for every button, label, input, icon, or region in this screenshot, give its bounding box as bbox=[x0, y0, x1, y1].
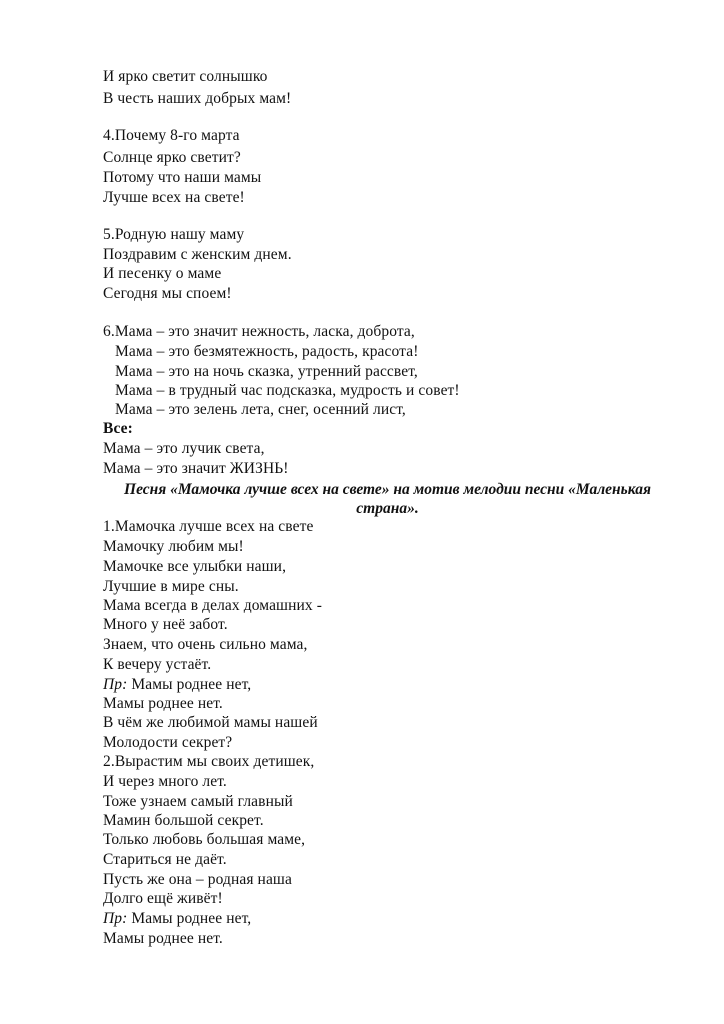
song-title: Песня «Мамочка лучше всех на свете» на мотив мелодии песни «Маленькая bbox=[124, 481, 651, 498]
all-line: Мама – это лучик света, bbox=[103, 440, 265, 457]
verse4-first-line: 4.Почему 8-го марта bbox=[103, 127, 240, 144]
song-verse1-line: Много у неё забот. bbox=[103, 616, 228, 633]
song-verse1-line: Мамочку любим мы! bbox=[103, 538, 244, 555]
chorus-label: Пр: bbox=[103, 910, 128, 927]
verse-number: 5. bbox=[103, 226, 115, 243]
song-verse1-line: Лучшие в мире сны. bbox=[103, 578, 239, 595]
verse3-line: И ярко светит солнышко bbox=[103, 68, 268, 85]
song-verse2-line: Стариться не даёт. bbox=[103, 851, 227, 868]
song-verse2-line: Только любовь большая маме, bbox=[103, 831, 306, 848]
song-verse1-line: Знаем, что очень сильно мама, bbox=[103, 636, 308, 653]
song-verse1-line: 1.Мамочка лучше всех на свете bbox=[103, 518, 314, 535]
verse-number: 4. bbox=[103, 127, 115, 144]
verse5-line: И песенку о маме bbox=[103, 265, 222, 282]
song-verse1-line: Мамочке все улыбки наши, bbox=[103, 558, 287, 575]
chorus2-line: Мамы роднее нет. bbox=[103, 930, 223, 947]
chorus1-first-line: Пр: Мамы роднее нет, bbox=[103, 676, 252, 693]
song-verse2-line: И через много лет. bbox=[103, 773, 227, 790]
chorus1-line: В чём же любимой мамы нашей bbox=[103, 714, 318, 731]
verse6-first-line: 6.Мама – это значит нежность, ласка, доброта, bbox=[103, 323, 415, 340]
verse3-line: В честь наших добрых мам! bbox=[103, 90, 292, 107]
verse4-line: Потому что наши мамы bbox=[103, 169, 262, 186]
chorus1-line: Молодости секрет? bbox=[103, 734, 233, 751]
verse6-line: Мама – это безмятежность, радость, красота! bbox=[115, 343, 419, 360]
chorus1-line: Мамы роднее нет. bbox=[103, 695, 223, 712]
verse4-line: Солнце ярко светит? bbox=[103, 149, 241, 166]
verse5-line: Сегодня мы споем! bbox=[103, 285, 232, 302]
verse5-first-line: 5.Родную нашу маму bbox=[103, 226, 245, 243]
verse4-line: Лучше всех на свете! bbox=[103, 189, 245, 206]
song-verse2-line: Долго ещё живёт! bbox=[103, 890, 223, 907]
song-verse2-line: Пусть же она – родная наша bbox=[103, 871, 292, 888]
verse-number: 6. bbox=[103, 323, 115, 340]
all-line: Мама – это значит ЖИЗНЬ! bbox=[103, 460, 289, 477]
song-verse2-line: Мамин большой секрет. bbox=[103, 812, 264, 829]
song-verse2-line: 2.Вырастим мы своих детишек, bbox=[103, 753, 315, 770]
verse5-line: Поздравим с женским днем. bbox=[103, 246, 292, 263]
verse6-line: Мама – это зелень лета, снег, осенний лист, bbox=[115, 401, 406, 418]
song-verse1-line: К вечеру устаёт. bbox=[103, 656, 212, 673]
chorus-label: Пр: bbox=[103, 676, 128, 693]
verse6-line: Мама – это на ночь сказка, утренний рассвет, bbox=[115, 363, 418, 380]
all-label: Все: bbox=[103, 420, 133, 437]
verse6-line: Мама – в трудный час подсказка, мудрость и совет! bbox=[115, 382, 460, 399]
chorus2-first-line: Пр: Мамы роднее нет, bbox=[103, 910, 252, 927]
song-title-continued: страна». bbox=[356, 500, 419, 517]
song-verse2-line: Тоже узнаем самый главный bbox=[103, 793, 293, 810]
song-verse1-line: Мама всегда в делах домашних - bbox=[103, 597, 322, 614]
